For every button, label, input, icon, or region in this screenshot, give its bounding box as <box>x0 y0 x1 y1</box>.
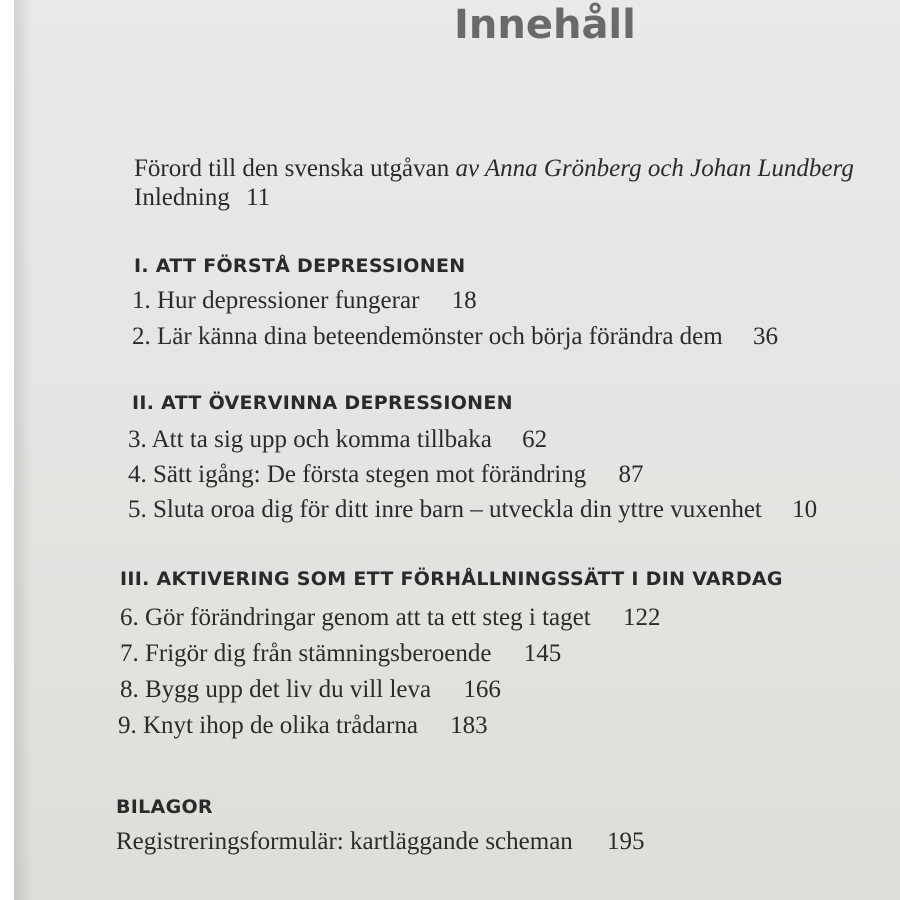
toc-entry-label: 4. Sätt igång: De första stegen mot förändring <box>128 461 587 488</box>
toc-entry-page: 195 <box>607 828 645 855</box>
toc-entry-introduction <box>134 184 270 212</box>
page-gutter-shadow <box>14 0 32 900</box>
book-page <box>14 0 900 900</box>
toc-entry <box>132 323 778 351</box>
toc-entry-label: Förord till den svenska utgåvan <box>134 155 450 182</box>
toc-entry-label: 8. Bygg upp det liv du vill leva <box>120 676 432 703</box>
toc-entry <box>116 828 645 856</box>
toc-entry-page: 122 <box>622 604 661 631</box>
toc-entry-label: 3. Att ta sig upp och komma tillbaka <box>128 426 492 453</box>
toc-entry <box>118 712 488 740</box>
toc-entry <box>120 640 561 668</box>
section-heading: II. ATT ÖVERVINNA DEPRESSIONEN <box>132 392 513 414</box>
toc-entry-page: 11 <box>246 184 271 211</box>
toc-entry-page: 18 <box>451 287 477 314</box>
section-heading: BILAGOR <box>116 796 213 818</box>
toc-entry-foreword <box>134 155 854 183</box>
toc-entry <box>120 676 501 704</box>
toc-entry-page: 10 <box>792 496 818 523</box>
page-title: Innehåll <box>454 2 636 48</box>
toc-entry-label: 7. Frigör dig från stämningsberoende <box>120 640 492 667</box>
section-heading: III. AKTIVERING SOM ETT FÖRHÅLLNINGSSÄTT I DIN VARDAG <box>120 568 783 590</box>
toc-entry-author: av Anna Grönberg och Johan Lundberg <box>455 155 854 182</box>
toc-entry-label: 1. Hur depressioner fungerar <box>132 287 420 314</box>
toc-entry-page: 36 <box>752 323 778 350</box>
section-heading: I. ATT FÖRSTÅ DEPRESSIONEN <box>134 255 466 277</box>
toc-entry-label: Registreringsformulär: kartläggande scheman <box>116 828 573 855</box>
toc-entry-label: Inledning <box>134 184 230 211</box>
toc-entry <box>120 604 660 632</box>
toc-entry <box>128 461 643 489</box>
toc-entry-page: 166 <box>463 676 501 703</box>
toc-entry-page: 145 <box>523 640 562 667</box>
toc-entry-label: 2. Lär känna dina beteendemönster och börja förändra dem <box>132 323 723 350</box>
toc-entry-page: 62 <box>522 426 548 453</box>
toc-entry <box>128 496 817 524</box>
toc-entry-label: 6. Gör förändringar genom att ta ett steg i taget <box>120 604 591 631</box>
toc-entry <box>128 426 547 454</box>
toc-entry-label: 5. Sluta oroa dig för ditt inre barn – utveckla din yttre vuxenhet <box>128 496 762 523</box>
toc-entry-page: 87 <box>618 461 644 488</box>
toc-entry <box>132 287 477 315</box>
toc-entry-page: 183 <box>450 712 488 739</box>
toc-entry-label: 9. Knyt ihop de olika trådarna <box>118 712 418 739</box>
